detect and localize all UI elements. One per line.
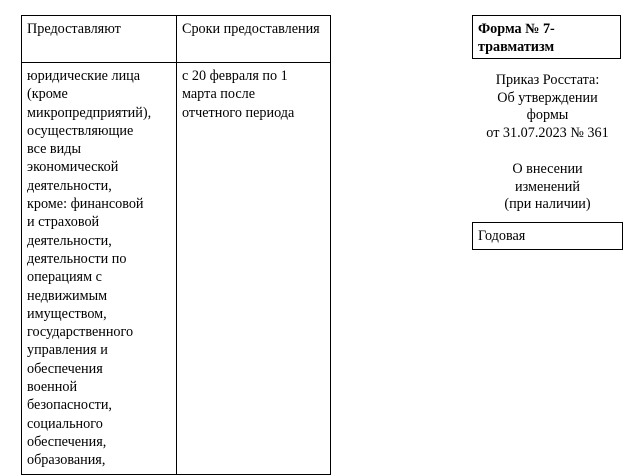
order-line: Приказ Росстата: bbox=[495, 72, 600, 88]
respondents-line: военной bbox=[27, 379, 78, 396]
respondents-line: экономической bbox=[27, 159, 119, 176]
respondents-line: обеспечения, bbox=[27, 433, 107, 450]
respondents-line: образования, bbox=[27, 452, 106, 469]
deadline-cell bbox=[177, 63, 331, 475]
changes-note bbox=[472, 161, 623, 214]
respondents-line: юридические лица bbox=[27, 68, 141, 84]
header-respondents: Предоставляют bbox=[22, 16, 177, 63]
respondents-line: деятельности, bbox=[27, 177, 112, 194]
deadline-line: с 20 февраля по 1 bbox=[182, 68, 288, 84]
form-title-line: Форма № 7- bbox=[478, 21, 555, 37]
respondents-line: социального bbox=[27, 415, 103, 432]
respondents-line: деятельности по bbox=[27, 250, 127, 267]
respondents-line: недвижимым bbox=[27, 287, 108, 304]
respondents-line: микропредприятий), bbox=[27, 104, 152, 121]
respondents-line: и страховой bbox=[27, 214, 100, 231]
respondents-line: безопасности, bbox=[27, 397, 112, 414]
respondents-line: имуществом, bbox=[27, 305, 107, 322]
header-deadline: Сроки предоставления bbox=[177, 16, 331, 63]
deadline-line: марта после bbox=[182, 86, 256, 103]
approval-order bbox=[472, 72, 623, 142]
changes-line: О внесении bbox=[512, 161, 583, 177]
form-number-box bbox=[472, 15, 621, 59]
table-header-row bbox=[22, 16, 331, 63]
changes-line: (при наличии) bbox=[504, 196, 591, 212]
deadline-line: отчетного периода bbox=[182, 104, 295, 121]
order-line: формы bbox=[526, 107, 569, 123]
respondents-line: осуществляющие bbox=[27, 122, 134, 139]
changes-line: изменений bbox=[515, 178, 580, 195]
respondents-line: государственного bbox=[27, 324, 134, 341]
respondents-line: управления и bbox=[27, 342, 108, 359]
respondents-line: операциям с bbox=[27, 269, 102, 286]
form-title-line: травматизм bbox=[478, 39, 555, 55]
form-info-table bbox=[21, 15, 323, 473]
periodicity-value: Годовая bbox=[478, 228, 526, 244]
respondents-line: обеспечения bbox=[27, 360, 103, 377]
order-line: Об утверждении bbox=[497, 89, 598, 106]
periodicity-box bbox=[472, 222, 623, 250]
table-row bbox=[22, 63, 331, 475]
respondents-line: деятельности, bbox=[27, 232, 112, 249]
respondents-line: кроме: финансовой bbox=[27, 196, 144, 213]
respondents-line: (кроме bbox=[27, 86, 68, 103]
respondents-line: все виды bbox=[27, 141, 81, 158]
respondents-cell bbox=[22, 63, 177, 475]
order-line: от 31.07.2023 № 361 bbox=[486, 124, 609, 141]
